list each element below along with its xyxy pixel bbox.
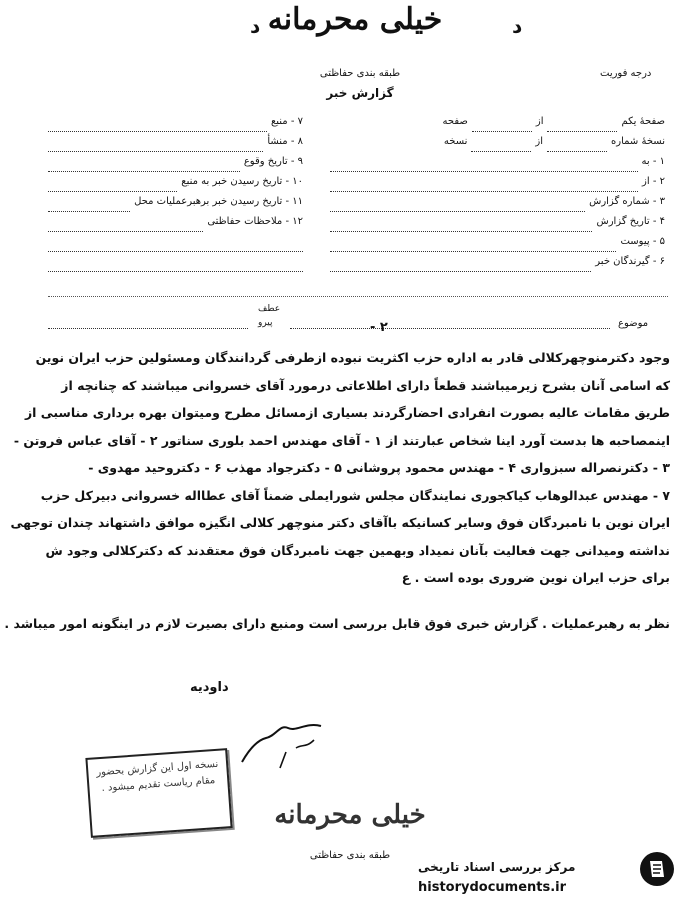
field-news-to-source-date: ۱۰ - تاریخ رسیدن خبر به منبع <box>48 172 303 192</box>
copy-field: نسخهٔ شماره از نسخه <box>330 132 665 152</box>
body-line: اینمصاحبه ها بدست آورد اینا شخاص عبارتند از ۱ - آقای مهندس احمد بلوری سناتور ۲ - آقای عباس فروتن - <box>13 432 670 448</box>
report-title: گزارش خبر <box>326 86 394 100</box>
signer-name: داودیه <box>190 680 229 695</box>
watermark-url: historydocuments.ir <box>418 880 567 895</box>
field-report-number: ۳ - شماره گزارش <box>330 192 665 212</box>
field-occurrence-date: ۹ - تاریخ وقوع <box>48 152 303 172</box>
handwritten-signature <box>236 718 326 778</box>
header-mark-left: د <box>250 14 261 38</box>
subject-label: موضوع <box>618 318 649 329</box>
body-line: وجود دکترمنوچهرکلالی قادر به اداره حزب اکثریت نبوده ازطرفی گردانندگان ومسئولین حزب ایران نوین <box>35 350 670 365</box>
page-number: ۲ - <box>370 320 388 335</box>
document-classification-title: خیلی محرمانه <box>267 2 443 37</box>
priority-label: درجه فوریت <box>600 68 652 79</box>
ref-line <box>48 316 248 329</box>
header-divider <box>48 296 668 297</box>
operations-opinion: نظر به رهبرعملیات . گزارش خبری فوق قابل بررسی است ومنبع دارای بصیرت لازم در اینگونه امور میباشد . <box>4 616 670 631</box>
report-body <box>10 344 670 592</box>
field-blank-2 <box>48 252 303 272</box>
distribution-stamp: نسخه اول این گزارش بحضور مقام ریاست تقدیم میشود . <box>85 748 232 838</box>
footer-classification-title: خیلی محرمانه <box>274 800 426 830</box>
body-line: ۳ - دکترنصراله سبزواری ۴ - مهندس محمود پروشانی ۵ - دکترجواد مهذب ۶ - دکتروحید مهدوی - <box>88 460 670 475</box>
field-attachment: ۵ - پیوست <box>330 232 665 252</box>
subject-line <box>290 316 610 329</box>
field-from: ۲ - از <box>330 172 665 192</box>
body-line: ۷ - مهندس عبدالوهاب کیاکجوری نمایندگان مجلس شورایملی ضمناً آقای عطااله خسروانی دبیرکل حزب <box>40 487 670 503</box>
body-line: که اسامی آنان بشرح زیرمیباشند قطعاً دارای اطلاعاتی درمورد آقای خسروانی میباشند که چنانچه از <box>61 377 670 393</box>
report-meta-fields <box>330 112 665 272</box>
field-source: ۷ - منبع <box>48 112 303 132</box>
page-field: صفحهٔ یکم از صفحه <box>330 112 665 132</box>
body-line: ایران نوین با نامبردگان فوق وسایر کسانیکه باآقای دکتر منوچهر کلالی انگیزه موافق داشتهاند چندان توجهی <box>10 515 670 530</box>
watermark-logo-icon <box>640 852 674 886</box>
field-to: ۱ - به <box>330 152 665 172</box>
classification-label: طبقه بندی حفاظتی <box>319 68 401 79</box>
footer-classification-label: طبقه بندی حفاظتی <box>309 850 391 861</box>
field-report-date: ۴ - تاریخ گزارش <box>330 212 665 232</box>
field-security-notes: ۱۲ - ملاحظات حفاظتی <box>48 212 303 232</box>
header-mark-right: د <box>512 14 523 38</box>
body-line: برای حزب ایران نوین ضروری بوده است . ع <box>401 570 670 585</box>
field-recipients: ۶ - گیرندگان خبر <box>330 252 665 272</box>
field-blank-1 <box>48 232 303 252</box>
watermark-name: مرکز بررسی اسناد تاریخی <box>418 860 576 874</box>
body-line: طریق مقامات عالیه بصورت انفرادی احضارگردند بسیاری ازمسائل مطرح ومیتوان بهره برداری مناسبی از <box>24 405 670 420</box>
field-news-to-operations-date: ۱۱ - تاریخ رسیدن خبر برهبرعملیات محل <box>48 192 303 212</box>
source-fields <box>48 112 303 272</box>
ref-label: عطف <box>258 304 281 314</box>
field-origin: ۸ - منشأ <box>48 132 303 152</box>
body-line: نداشته ومیدانی جهت فعالیت بآنان نمیداد وبهمین جهت نامبردگان فوق معتقدند که دکترکلالی وجود ش <box>45 542 670 558</box>
follow-label: پیرو <box>258 318 273 328</box>
